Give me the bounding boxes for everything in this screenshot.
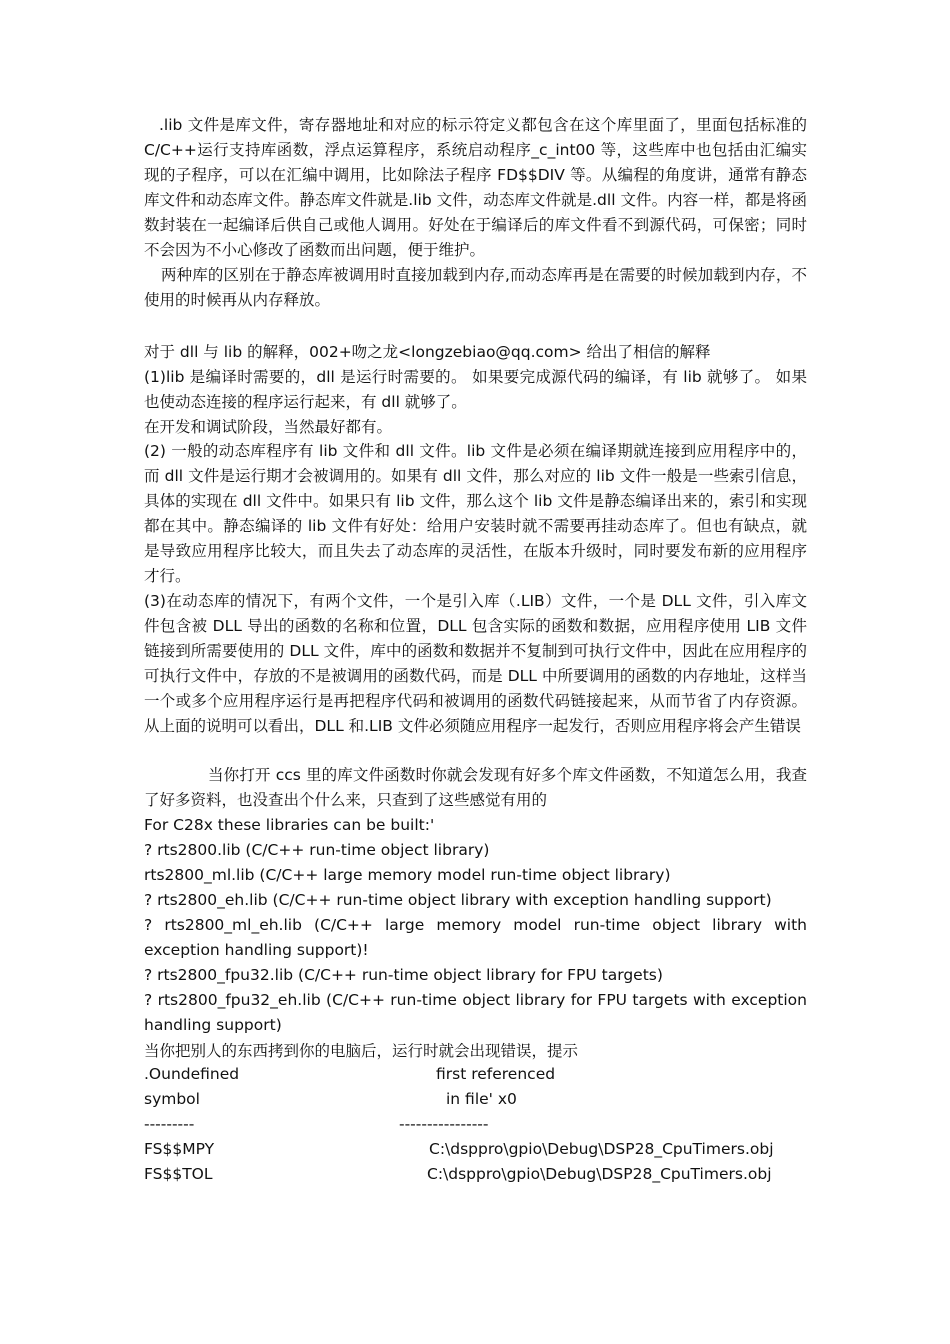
paragraph-point-1-note: 在开发和调试阶段，当然最好都有。 (144, 418, 393, 436)
table-header-file: first referenced (436, 1065, 556, 1083)
table-separator: --------- (144, 1115, 195, 1133)
table-row-file: C:\dsppro\gpio\Debug\DSP28_CpuTimers.obj (427, 1165, 772, 1183)
table-row-file: C:\dsppro\gpio\Debug\DSP28_CpuTimers.obj (429, 1140, 774, 1158)
table-header-file-2: in file' x0 (446, 1090, 517, 1108)
library-item: rts2800_ml.lib (C/C++ large memory model run-time object library) (144, 866, 671, 884)
paragraph-lib-difference: 两种库的区别在于静态库被调用时直接加载到内存,而动态库再是在需要的时候加载到内存，不使用的时候再从内存释放。 (144, 266, 807, 309)
table-header-symbol-2: symbol (144, 1090, 200, 1108)
error-intro: 当你把别人的东西拷到你的电脑后，运行时就会出现错误，提示 (144, 1042, 579, 1060)
paragraph-dll-lib-intro: 对于 dll 与 lib 的解释，002+吻之龙<longzebiao@qq.com> 给出了相信的解释 (144, 343, 711, 361)
table-separator: ---------------- (399, 1115, 489, 1133)
paragraph-ccs: 当你打开 ccs 里的库文件函数时你就会发现有好多个库文件函数，不知道怎么用，我查了好多资料，也没查出个什么来，只查到了这些感觉有用的 (144, 766, 807, 809)
library-item: ? rts2800.lib (C/C++ run-time object library) (144, 841, 490, 859)
library-item: ? rts2800_fpu32.lib (C/C++ run-time object library for FPU targets) (144, 966, 663, 984)
paragraph-point-3: (3)在动态库的情况下，有两个文件，一个是引入库（.LIB）文件，一个是 DLL 文件，引入库文件包含被 DLL 导出的函数的名称和位置，DLL 包含实际的函数和数据，应用程序使用 LIB 文件链接到所需要使用的 DLL 文件，库中的函数和数据并不复制到可执行文件中，因此在应用程序的可执行文件中，存放的不是被调用的函数代码，而是 DLL 中所要调用的函数的内存地址，这样当一个或多个应用程序运行是再把程序代码和被调用的函数代码链接起来，从而节省了内存资源。从上面的说明可以看出，DLL 和.LIB 文件必须随应用程序一起发行，否则应用程序将会产生错误 (144, 592, 807, 735)
library-item: ? rts2800_eh.lib (C/C++ run-time object library with exception handling support) (144, 891, 772, 909)
paragraph-lib-intro: .lib 文件是库文件，寄存器地址和对应的标示符定义都包含在这个库里面了，里面包括标准的 C/C++运行支持库函数，浮点运算程序，系统启动程序_c_int00 等，这些库中也包括由汇编实现的子程序，可以在汇编中调用，比如除法子程序 FD$$DIV 等。从编程的角度讲，通常有静态库文件和动态库文件。静态库文件就是.lib 文件，动态库文件就是.dll 文件。内容一样，都是将函数封装在一起编译后供自己或他人调用。好处在于编译后的库文件看不到源代码，可保密；同时不会因为不小心修改了函数而出问题，便于维护。 (144, 116, 807, 259)
table-header-symbol: .Oundefined (144, 1065, 240, 1083)
table-row-symbol: FS$$MPY (144, 1140, 215, 1158)
table-row-symbol: FS$$TOL (144, 1165, 213, 1183)
paragraph-point-1: (1)lib 是编译时需要的，dll 是运行时需要的。 如果要完成源代码的编译，有 lib 就够了。 如果也使动态连接的程序运行起来，有 dll 就够了。 (144, 368, 807, 411)
library-item: ? rts2800_fpu32_eh.lib (C/C++ run-time object library for FPU targets with exception handling support) (144, 991, 807, 1034)
library-item: ? rts2800_ml_eh.lib (C/C++ large memory model run-time object library with exception handling support)! (144, 916, 807, 959)
paragraph-point-2: (2) 一般的动态库程序有 lib 文件和 dll 文件。lib 文件是必须在编译期就连接到应用程序中的，而 dll 文件是运行期才会被调用的。如果有 dll 文件，那么对应的 lib 文件一般是一些索引信息，具体的实现在 dll 文件中。如果只有 lib 文件，那么这个 lib 文件是静态编译出来的，索引和实现都在其中。静态编译的 lib 文件有好处：给用户安装时就不需要再挂动态库了。但也有缺点，就是导致应用程序比较大，而且失去了动态库的灵活性，在版本升级时，同时要发布新的应用程序才行。 (144, 442, 807, 585)
c28x-libraries-title: For C28x these libraries can be built:' (144, 816, 435, 834)
